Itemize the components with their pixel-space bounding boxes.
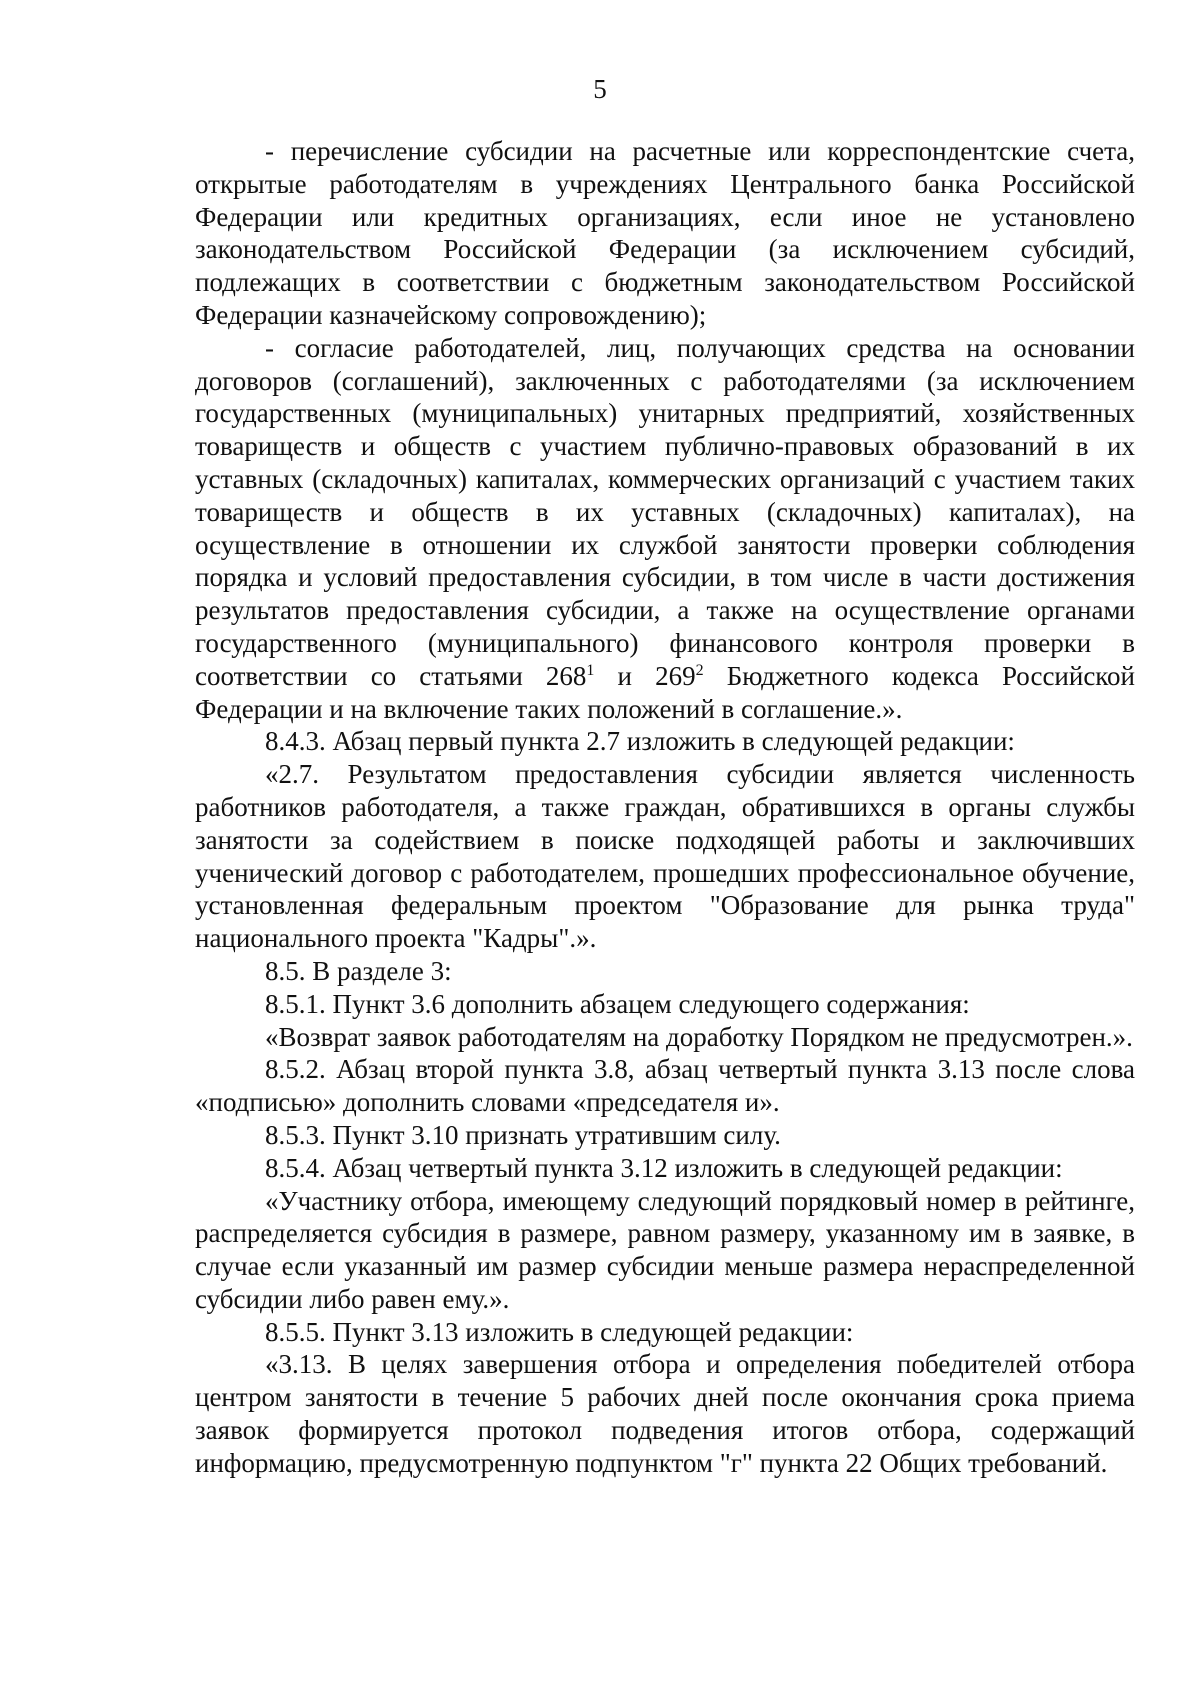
paragraph-8-5-1: 8.5.1. Пункт 3.6 дополнить абзацем следующего содержания: xyxy=(265,988,970,1019)
paragraph-8-5-5: 8.5.5. Пункт 3.13 изложить в следующей редакции: xyxy=(265,1316,854,1347)
paragraph-8-5-4: 8.5.4. Абзац четвертый пункта 3.12 изложить в следующей редакции: xyxy=(265,1152,1063,1183)
paragraph-employer-consent xyxy=(195,332,1135,726)
consent-text-middle: и 269 xyxy=(594,660,696,691)
article-268-superscript: 1 xyxy=(586,661,595,679)
paragraph-8-5-3: 8.5.3. Пункт 3.10 признать утратившим силу. xyxy=(265,1119,781,1150)
consent-text-start: - согласие работодателей, лиц, получающих средства на основании договоров (соглашений), заключенных с работодателями (за исключением государственных (муниципальных) унитарных предприятий, хозяйственных товариществ и обществ с участием публично-правовых образований в их уставных (складочных) капиталах, коммерческих организаций с участием таких товариществ и обществ в их уставных (складочных) капиталах), на осуществление в отношении их службой занятости проверки соблюдения порядка и условий предоставления субсидии, в том числе в части достижения результатов предоставления субсидии, а также на осуществление органами государственного (муниципального) финансового контроля проверки в соответствии со статьями 268 xyxy=(195,332,1135,691)
paragraph-3-13: «3.13. В целях завершения отбора и определения победителей отбора центром занятости в течение 5 рабочих дней после окончания срока приема заявок формируется протокол подведения итогов отбора, содержащий информацию, предусмотренную подпунктом "г" пункта 22 Общих требований. xyxy=(195,1349,1135,1478)
paragraph-result-2-7: «2.7. Результатом предоставления субсидии является численность работников работодателя, а также граждан, обратившихся в органы службы занятости за содействием в поиске подходящей работы и заключивших ученический договор с работодателем, прошедших профессиональное обучение, установленная федеральным проектом "Образование для рынка труда" национального проекта "Кадры".». xyxy=(195,759,1135,954)
consent-text-end: Бюджетного кодекса Российской Федерации и на включение таких положений в соглашение.». xyxy=(195,660,1136,724)
paragraph-8-5: 8.5. В разделе 3: xyxy=(265,955,452,986)
paragraph-subsidy-transfer: - перечисление субсидии на расчетные или корреспондентские счета, открытые работодателям в учреждениях Центрального банка Российской Федерации или кредитных организациях, если иное не установлено законодательством Российской Федерации (за исключением субсидий, подлежащих в соответствии с бюджетным законодательством Российской Федерации казначейскому сопровождению); xyxy=(195,136,1135,330)
article-269-superscript: 2 xyxy=(695,661,704,679)
document-body xyxy=(195,135,1135,1480)
paragraph-return-applications: «Возврат заявок работодателям на доработку Порядком не предусмотрен.». xyxy=(265,1021,1133,1052)
paragraph-participant-rating: «Участнику отбора, имеющему следующий порядковый номер в рейтинге, распределяется субсидия в размере, равном размеру, указанному им в заявке, в случае если указанный им размер субсидии меньше размера нераспределенной субсидии либо равен ему.». xyxy=(195,1185,1135,1314)
page-number: 5 xyxy=(593,74,607,104)
paragraph-8-4-3: 8.4.3. Абзац первый пункта 2.7 изложить в следующей редакции: xyxy=(265,726,1015,757)
paragraph-8-5-2: 8.5.2. Абзац второй пункта 3.8, абзац четвертый пункта 3.13 после слова «подписью» дополнить словами «председателя и». xyxy=(195,1054,1135,1118)
